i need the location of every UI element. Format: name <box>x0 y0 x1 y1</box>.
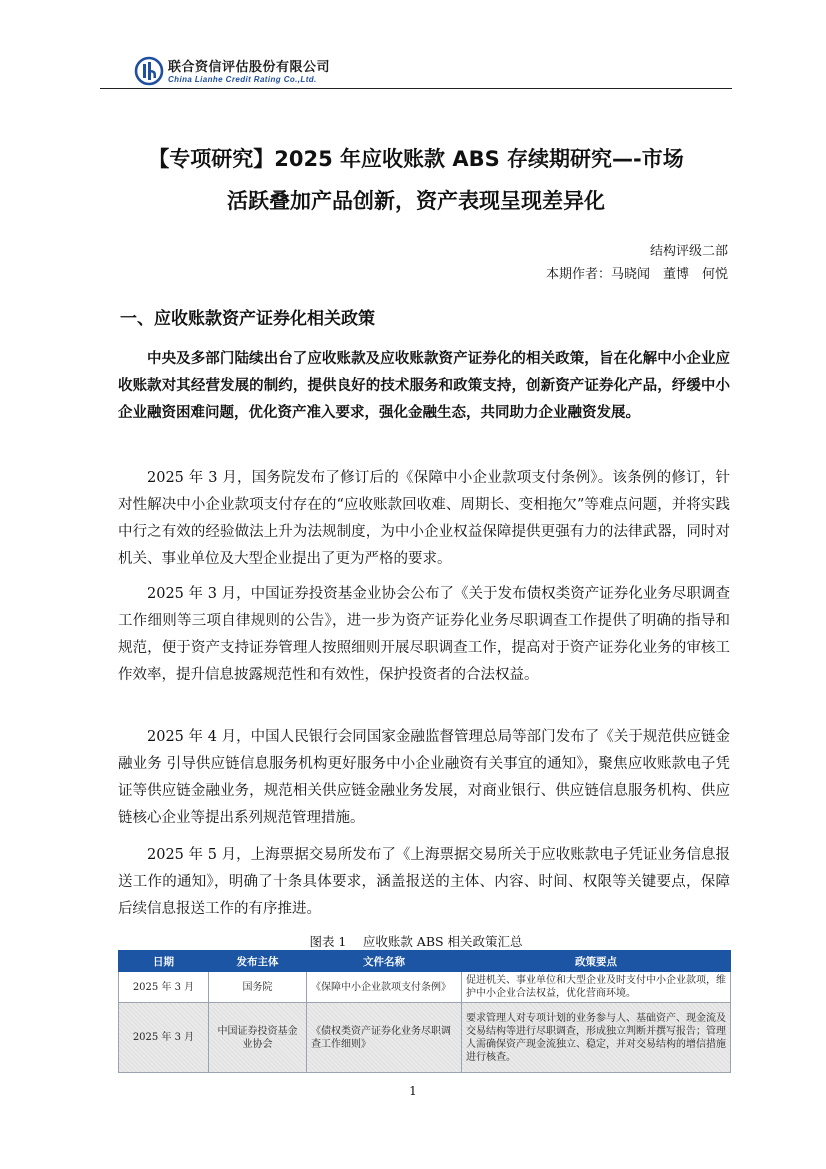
body-paragraph: 2025 年 5 月，上海票据交易所发布了《上海票据交易所关于应收账款电子凭证业务信息报送工作的通知》，明确了十条具体要求，涵盖报送的主体、内容、时间、权限等关键要点，保障后续信息报送工作的有序推进。 <box>118 847 730 917</box>
page-number: 1 <box>409 1084 417 1098</box>
table-caption: 图表 1 应收账款 ABS 相关政策汇总 <box>309 934 523 949</box>
company-name-en: China Lianhe Credit Rating Co.,Ltd. <box>168 75 317 84</box>
lianhe-logo-icon <box>134 56 164 86</box>
cell-issuer: 中国证券投资基金业协会 <box>209 1003 307 1073</box>
table-header-row <box>119 951 731 972</box>
title-line-1: 【专项研究】2025 年应收账款 ABS 存续期研究—-市场 <box>148 147 684 171</box>
policy-summary-table <box>118 950 731 1073</box>
body-paragraph: 2025 年 3 月，国务院发布了修订后的《保障中小企业款项支付条例》。该条例的修订，针对性解决中小企业款项支付存在的“应收账款回收难、周期长、变相拖欠”等难点问题，并将实践中行之有效的经验做法上升为法规制度，为中小企业权益保障提供更强有力的法律武器，同时对机关、事业单位及大型企业提出了更为严格的要求。 <box>118 470 730 567</box>
table-row <box>119 1003 731 1073</box>
authors: 本期作者：马晓闻 董博 何悦 <box>545 267 728 282</box>
column-header-document: 文件名称 <box>307 951 462 972</box>
report-title <box>100 138 732 222</box>
cell-date: 2025 年 3 月 <box>119 1003 209 1073</box>
department: 结构评级二部 <box>649 244 728 259</box>
cell-document: 《债权类资产证券化业务尽职调查工作细则》 <box>307 1003 462 1073</box>
cell-document: 《保障中小企业款项支付条例》 <box>307 972 462 1003</box>
section-heading: 一、应收账款资产证券化相关政策 <box>120 309 375 329</box>
title-line-2: 活跃叠加产品创新，资产表现呈现差异化 <box>227 189 605 213</box>
page-header <box>100 50 732 88</box>
body-paragraph: 2025 年 3 月，中国证券投资基金业协会公布了《关于发布债权类资产证券化业务尽职调查工作细则等三项自律规则的公告》，进一步为资产证券化业务尽职调查工作提供了明确的指导和规范，便于资产支持证券管理人按照细则开展尽职调查工作，提高对于资产证券化业务的审核工作效率，提升信息披露规范性和有效性，保护投资者的合法权益。 <box>118 586 730 683</box>
column-header-issuer: 发布主体 <box>209 951 307 972</box>
cell-key-points: 促进机关、事业单位和大型企业及时支付中小企业款项，维护中小企业合法权益，优化营商环境。 <box>462 972 731 1003</box>
summary-paragraph: 中央及多部门陆续出台了应收账款及应收账款资产证券化的相关政策，旨在化解中小企业应收账款对其经营发展的制约，提供良好的技术服务和政策支持，创新资产证券化产品，纾缓中小企业融资困难问题，优化资产准入要求，强化金融生态，共同助力企业融资发展。 <box>118 351 730 421</box>
header-divider <box>100 88 732 89</box>
table-row <box>119 972 731 1003</box>
company-name-cn: 联合资信评估股份有限公司 <box>168 60 331 75</box>
column-header-date: 日期 <box>119 951 209 972</box>
cell-issuer: 国务院 <box>209 972 307 1003</box>
cell-key-points: 要求管理人对专项计划的业务参与人、基础资产、现金流及交易结构等进行尽职调查，形成独立判断并撰写报告；管理人需确保资产现金流独立、稳定，并对交易结构的增信措施进行核查。 <box>462 1003 731 1073</box>
body-paragraph: 2025 年 4 月，中国人民银行会同国家金融监督管理总局等部门发布了《关于规范供应链金融业务 引导供应链信息服务机构更好服务中小企业融资有关事宜的通知》，聚焦应收账款电子凭证等供应链金融业务，规范相关供应链金融业务发展，对商业银行、供应链信息服务机构、供应链核心企业等提出系列规范管理措施。 <box>118 729 730 826</box>
column-header-key-points: 政策要点 <box>462 951 731 972</box>
cell-date: 2025 年 3 月 <box>119 972 209 1003</box>
